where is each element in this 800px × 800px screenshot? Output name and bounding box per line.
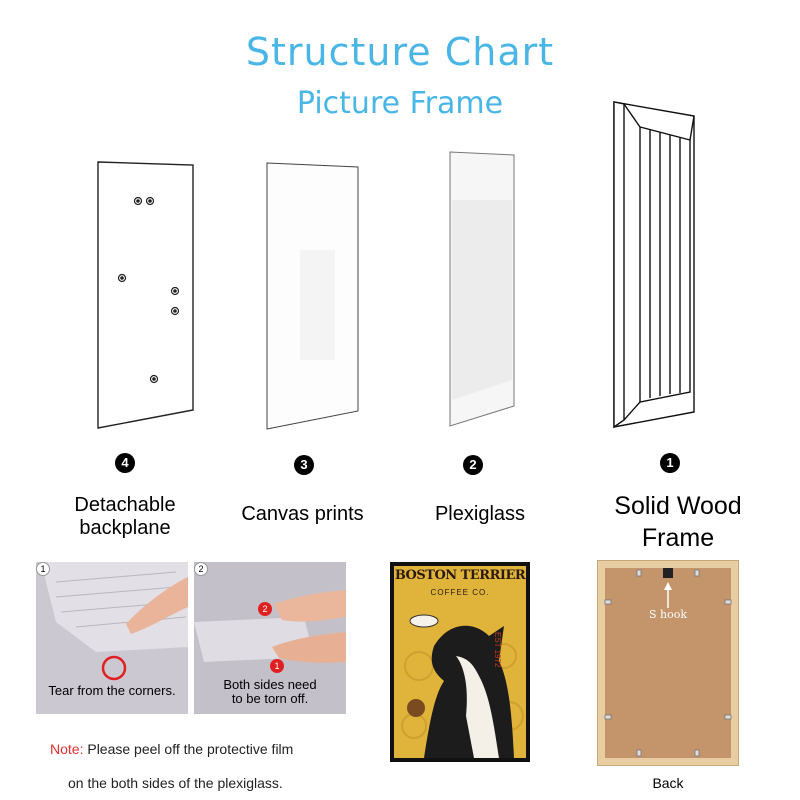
backplane-illustration xyxy=(98,162,193,428)
page-subtitle: Picture Frame xyxy=(296,86,504,121)
back-caption: Back xyxy=(652,775,684,791)
number-badge-3: 3 xyxy=(294,455,314,475)
label-plexiglass: Plexiglass xyxy=(434,503,526,525)
note-line1 xyxy=(50,741,293,757)
page-title: Structure Chart xyxy=(245,30,555,74)
note-text1: Please peel off the protective film xyxy=(83,741,294,757)
back-frame xyxy=(597,560,739,766)
back-hardware xyxy=(597,560,739,766)
poster-subline: COFFEE CO. xyxy=(430,588,490,597)
step2-caption-line1: Both sides need xyxy=(223,677,317,692)
poster-est: EST 1972 xyxy=(493,632,502,668)
number-badge-1: 1 xyxy=(660,453,680,473)
step2-marker-bottom: 1 xyxy=(274,661,280,671)
canvas-print-illustration xyxy=(267,163,358,429)
step2-badge: 2 xyxy=(194,562,208,576)
label-frame-line1: Solid Wood xyxy=(614,492,742,520)
step2-caption xyxy=(194,678,346,706)
note-prefix: Note: xyxy=(50,741,84,757)
label-backplane-line2: backplane xyxy=(79,517,171,539)
note-line2: on the both sides of the plexiglass. xyxy=(68,775,283,791)
plexiglass-illustration xyxy=(450,152,514,426)
step2-caption-line2: to be torn off. xyxy=(231,691,309,706)
hook-label: S hook xyxy=(648,608,688,621)
number-badge-4: 4 xyxy=(115,453,135,473)
label-backplane xyxy=(40,494,210,540)
number-badge-2: 2 xyxy=(463,455,483,475)
step1-caption: Tear from the corners. xyxy=(48,683,176,698)
label-canvas-prints: Canvas prints xyxy=(241,503,364,525)
label-solid-wood-frame xyxy=(588,490,768,554)
step1-badge: 1 xyxy=(36,562,50,576)
wood-frame-illustration xyxy=(614,102,694,427)
label-frame-line2: Frame xyxy=(641,524,715,552)
poster-frame xyxy=(390,562,530,762)
step1-photo xyxy=(36,562,188,714)
step2-photo xyxy=(194,562,346,714)
label-backplane-line1: Detachable xyxy=(74,494,176,516)
poster-headline: BOSTON TERRIER xyxy=(394,568,526,583)
step2-marker-top: 2 xyxy=(262,604,268,614)
